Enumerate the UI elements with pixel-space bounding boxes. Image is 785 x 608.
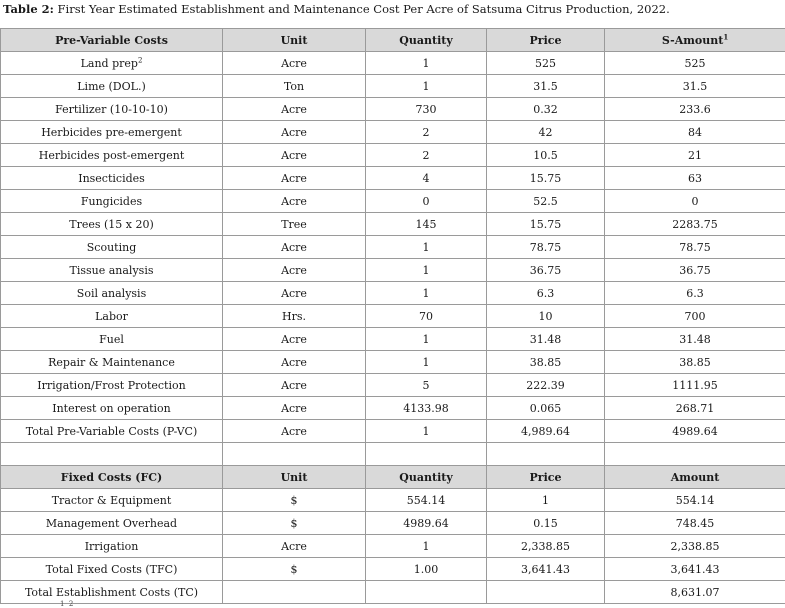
table-cell: 52.5: [487, 190, 605, 213]
table-cell: Total Establishment Costs (TC): [1, 581, 223, 604]
table-cell: 78.75: [605, 236, 785, 259]
table-cell: 21: [605, 144, 785, 167]
table-cell: Soil analysis: [1, 282, 223, 305]
table-cell: 1111.95: [605, 374, 785, 397]
table-cell: 31.48: [605, 328, 785, 351]
table-row: [1, 512, 785, 535]
variable-costs-header-row: [1, 29, 785, 52]
table-cell: Herbicides post-emergent: [1, 144, 223, 167]
column-header: Quantity: [366, 29, 487, 52]
table-cell: Fertilizer (10-10-10): [1, 98, 223, 121]
table-cell: 15.75: [487, 167, 605, 190]
column-header: Amount: [605, 466, 785, 489]
table-row: [1, 305, 785, 328]
table-cell: 63: [605, 167, 785, 190]
table-row: [1, 351, 785, 374]
table-cell: $: [223, 512, 366, 535]
footnote-marker: 2: [138, 56, 142, 64]
table-cell: Acre: [223, 167, 366, 190]
caption-label: Table 2:: [3, 2, 54, 16]
table-cell: Acre: [223, 121, 366, 144]
table-cell: Tractor & Equipment: [1, 489, 223, 512]
table-cell: 222.39: [487, 374, 605, 397]
table-cell: Irrigation: [1, 535, 223, 558]
table-cell: 4989.64: [605, 420, 785, 443]
table-cell: 2,338.85: [487, 535, 605, 558]
table-cell: 36.75: [487, 259, 605, 282]
table-cell: Acre: [223, 351, 366, 374]
spacer-cell: [223, 443, 366, 466]
column-header: Price: [487, 29, 605, 52]
table-cell: 1: [366, 282, 487, 305]
table-cell: 748.45: [605, 512, 785, 535]
table-row: [1, 52, 785, 75]
table-cell: 0: [605, 190, 785, 213]
table-cell: Acre: [223, 420, 366, 443]
table-cell: Labor: [1, 305, 223, 328]
table-cell: 4: [366, 167, 487, 190]
table-row: [1, 489, 785, 512]
table-row: [1, 282, 785, 305]
table-cell: 84: [605, 121, 785, 144]
table-cell: Tissue analysis: [1, 259, 223, 282]
table-cell: 2283.75: [605, 213, 785, 236]
table-cell: Total Pre-Variable Costs (P-VC): [1, 420, 223, 443]
table-cell: 0.15: [487, 512, 605, 535]
table-cell: $: [223, 489, 366, 512]
spacer-cell: [487, 443, 605, 466]
table-cell: Acre: [223, 236, 366, 259]
column-header: Price: [487, 466, 605, 489]
table-cell: 525: [487, 52, 605, 75]
table-cell: Scouting: [1, 236, 223, 259]
table-cell: 36.75: [605, 259, 785, 282]
table-cell: 4,989.64: [487, 420, 605, 443]
spacer-cell: [1, 443, 223, 466]
table-cell: 1: [487, 489, 605, 512]
table-cell: 1: [366, 328, 487, 351]
table-cell: 233.6: [605, 98, 785, 121]
table-cell: Tree: [223, 213, 366, 236]
table-cell: [223, 581, 366, 604]
table-cell: 2: [366, 121, 487, 144]
column-header: Quantity: [366, 466, 487, 489]
table-cell: 0: [366, 190, 487, 213]
table-cell: 78.75: [487, 236, 605, 259]
table-row: [1, 397, 785, 420]
table-cell: 2: [366, 144, 487, 167]
table-cell: Acre: [223, 259, 366, 282]
table-cell: Acre: [223, 328, 366, 351]
table-cell: 6.3: [605, 282, 785, 305]
footnote-fragment: 1 2: [60, 600, 73, 608]
table-cell: Acre: [223, 374, 366, 397]
column-header: S-Amount$^1$: [605, 29, 785, 52]
table-row: [1, 581, 785, 604]
table-cell: 1: [366, 75, 487, 98]
table-row: [1, 558, 785, 581]
table-cell: Acre: [223, 52, 366, 75]
table-cell: 1: [366, 351, 487, 374]
table-cell: 8,631.07: [605, 581, 785, 604]
table-cell: 0.32: [487, 98, 605, 121]
column-header: Pre-Variable Costs: [1, 29, 223, 52]
caption-text: First Year Estimated Establishment and Maintenance Cost Per Acre of Satsuma Citrus Production, 2022.: [54, 2, 670, 16]
table-cell: 1: [366, 236, 487, 259]
footnote-marker: 1: [723, 32, 728, 41]
table-row: [1, 236, 785, 259]
table-cell: Insecticides: [1, 167, 223, 190]
table-cell: 3,641.43: [487, 558, 605, 581]
table-cell: 4133.98: [366, 397, 487, 420]
table-cell: Hrs.: [223, 305, 366, 328]
table-cell: 4989.64: [366, 512, 487, 535]
table-cell: 31.48: [487, 328, 605, 351]
table-row: [1, 121, 785, 144]
table-cell: 554.14: [366, 489, 487, 512]
table-cell: 5: [366, 374, 487, 397]
table-cell: 0.065: [487, 397, 605, 420]
table-cell: Acre: [223, 397, 366, 420]
table-caption: [3, 2, 670, 16]
table-cell: Irrigation/Frost Protection: [1, 374, 223, 397]
table-row: [1, 190, 785, 213]
table-cell: Repair & Maintenance: [1, 351, 223, 374]
table-row: [1, 213, 785, 236]
spacer-cell: [366, 443, 487, 466]
table-cell: Acre: [223, 190, 366, 213]
table-cell: 145: [366, 213, 487, 236]
table-cell: 15.75: [487, 213, 605, 236]
table-cell: 700: [605, 305, 785, 328]
table-cell: 31.5: [605, 75, 785, 98]
spacer-cell: [605, 443, 785, 466]
table-cell: 10.5: [487, 144, 605, 167]
table-cell: 3,641.43: [605, 558, 785, 581]
table-cell: Acre: [223, 535, 366, 558]
table-cell: Trees (15 x 20): [1, 213, 223, 236]
cost-table: [0, 28, 785, 604]
table-cell: 42: [487, 121, 605, 144]
table-row: [1, 420, 785, 443]
table-cell: Land prep$^2$: [1, 52, 223, 75]
table-cell: Fuel: [1, 328, 223, 351]
table-cell: $: [223, 558, 366, 581]
table-cell: 554.14: [605, 489, 785, 512]
table-row: [1, 167, 785, 190]
table-cell: 6.3: [487, 282, 605, 305]
table-cell: [366, 581, 487, 604]
table-cell: 10: [487, 305, 605, 328]
table-cell: 31.5: [487, 75, 605, 98]
fixed-costs-header-row: [1, 466, 785, 489]
table-row: [1, 98, 785, 121]
table-cell: 38.85: [487, 351, 605, 374]
table-cell: 2,338.85: [605, 535, 785, 558]
table-cell: 1.00: [366, 558, 487, 581]
table-cell: Acre: [223, 144, 366, 167]
table-row: [1, 75, 785, 98]
table-cell: 1: [366, 535, 487, 558]
table-cell: Interest on operation: [1, 397, 223, 420]
table-cell: 525: [605, 52, 785, 75]
table-cell: 70: [366, 305, 487, 328]
table-cell: [487, 581, 605, 604]
column-header: Fixed Costs (FC): [1, 466, 223, 489]
table-cell: 1: [366, 52, 487, 75]
table-cell: Herbicides pre-emergent: [1, 121, 223, 144]
table-cell: 38.85: [605, 351, 785, 374]
table-cell: 1: [366, 259, 487, 282]
table-cell: Fungicides: [1, 190, 223, 213]
table-cell: Total Fixed Costs (TFC): [1, 558, 223, 581]
table-row: [1, 535, 785, 558]
table-cell: Acre: [223, 282, 366, 305]
table-cell: Ton: [223, 75, 366, 98]
column-header: Unit: [223, 466, 366, 489]
table-cell: 730: [366, 98, 487, 121]
table-row: [1, 328, 785, 351]
table-cell: Management Overhead: [1, 512, 223, 535]
table-cell: Acre: [223, 98, 366, 121]
table-row: [1, 144, 785, 167]
table-cell: 1: [366, 420, 487, 443]
column-header: Unit: [223, 29, 366, 52]
table-row: [1, 374, 785, 397]
spacer-row: [1, 443, 785, 466]
table-cell: Lime (DOL.): [1, 75, 223, 98]
table-cell: 268.71: [605, 397, 785, 420]
table-row: [1, 259, 785, 282]
